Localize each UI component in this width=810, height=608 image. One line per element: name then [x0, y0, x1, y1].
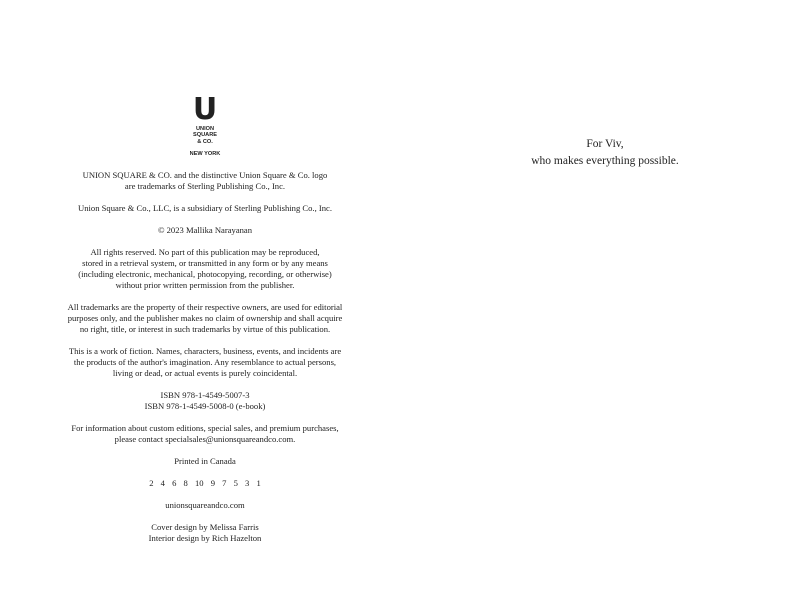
logo-city: NEW YORK	[189, 151, 221, 158]
isbn-ebook: ISBN 978-1-4549-5008-0 (e-book)	[144, 400, 266, 411]
text-line: are trademarks of Sterling Publishing Co., Inc.	[124, 180, 286, 191]
trademarks-disclaimer	[50, 302, 360, 335]
text-line: stored in a retrieval system, or transmitted in any form or by any means	[82, 257, 328, 268]
special-sales	[50, 423, 360, 445]
text-line: All rights reserved. No part of this publication may be reproduced,	[90, 246, 320, 257]
print-line	[50, 478, 360, 489]
text-line: unionsquareandco.com	[165, 499, 245, 510]
cover-design-credit: Cover design by Melissa Farris	[151, 521, 259, 532]
dedication-line: who makes everything possible.	[531, 155, 679, 167]
text-line: without prior written permission from the publisher.	[115, 279, 295, 290]
logo-mark: U	[192, 92, 218, 127]
copyright-line	[50, 225, 360, 236]
text-line: For information about custom editions, special sales, and premium purchases,	[71, 422, 339, 433]
text-line: Printed in Canada	[174, 455, 236, 466]
text-line: UNION SQUARE & CO. and the distinctive Union Square & Co. logo	[82, 169, 328, 180]
dedication-page	[500, 136, 710, 170]
isbn-block	[50, 390, 360, 412]
interior-design-credit: Interior design by Rich Hazelton	[148, 532, 262, 543]
text-line: All trademarks are the property of their respective owners, are used for editorial	[67, 301, 343, 312]
subsidiary-notice	[50, 203, 360, 214]
rights-reserved	[50, 247, 360, 291]
text-line: 2 4 6 8 10 9 7 5 3 1	[149, 477, 261, 488]
fiction-disclaimer	[50, 346, 360, 379]
copyright-page	[50, 92, 360, 555]
website	[50, 500, 360, 511]
text-line: the products of the author's imagination. Any resemblance to actual persons,	[73, 356, 337, 367]
text-line: © 2023 Mallika Narayanan	[157, 224, 253, 235]
text-line: This is a work of fiction. Names, characters, business, events, and incidents are	[68, 345, 342, 356]
trademark-notice	[50, 170, 360, 192]
publisher-logo	[175, 92, 235, 158]
printed-in	[50, 456, 360, 467]
text-line: (including electronic, mechanical, photocopying, recording, or otherwise)	[78, 268, 332, 279]
dedication-line: For Viv,	[586, 138, 624, 150]
text-line: living or dead, or actual events is purely coincidental.	[112, 367, 298, 378]
text-line: please contact specialsales@unionsquareandco.com.	[114, 433, 296, 444]
logo-name: UNION SQUARE & CO.	[193, 126, 217, 145]
text-line: Union Square & Co., LLC, is a subsidiary of Sterling Publishing Co., Inc.	[78, 202, 332, 213]
text-line: no right, title, or interest in such trademarks by virtue of this publication.	[79, 323, 331, 334]
design-credits	[50, 522, 360, 544]
isbn-print: ISBN 978-1-4549-5007-3	[160, 389, 250, 400]
text-line: purposes only, and the publisher makes no claim of ownership and shall acquire	[67, 312, 343, 323]
